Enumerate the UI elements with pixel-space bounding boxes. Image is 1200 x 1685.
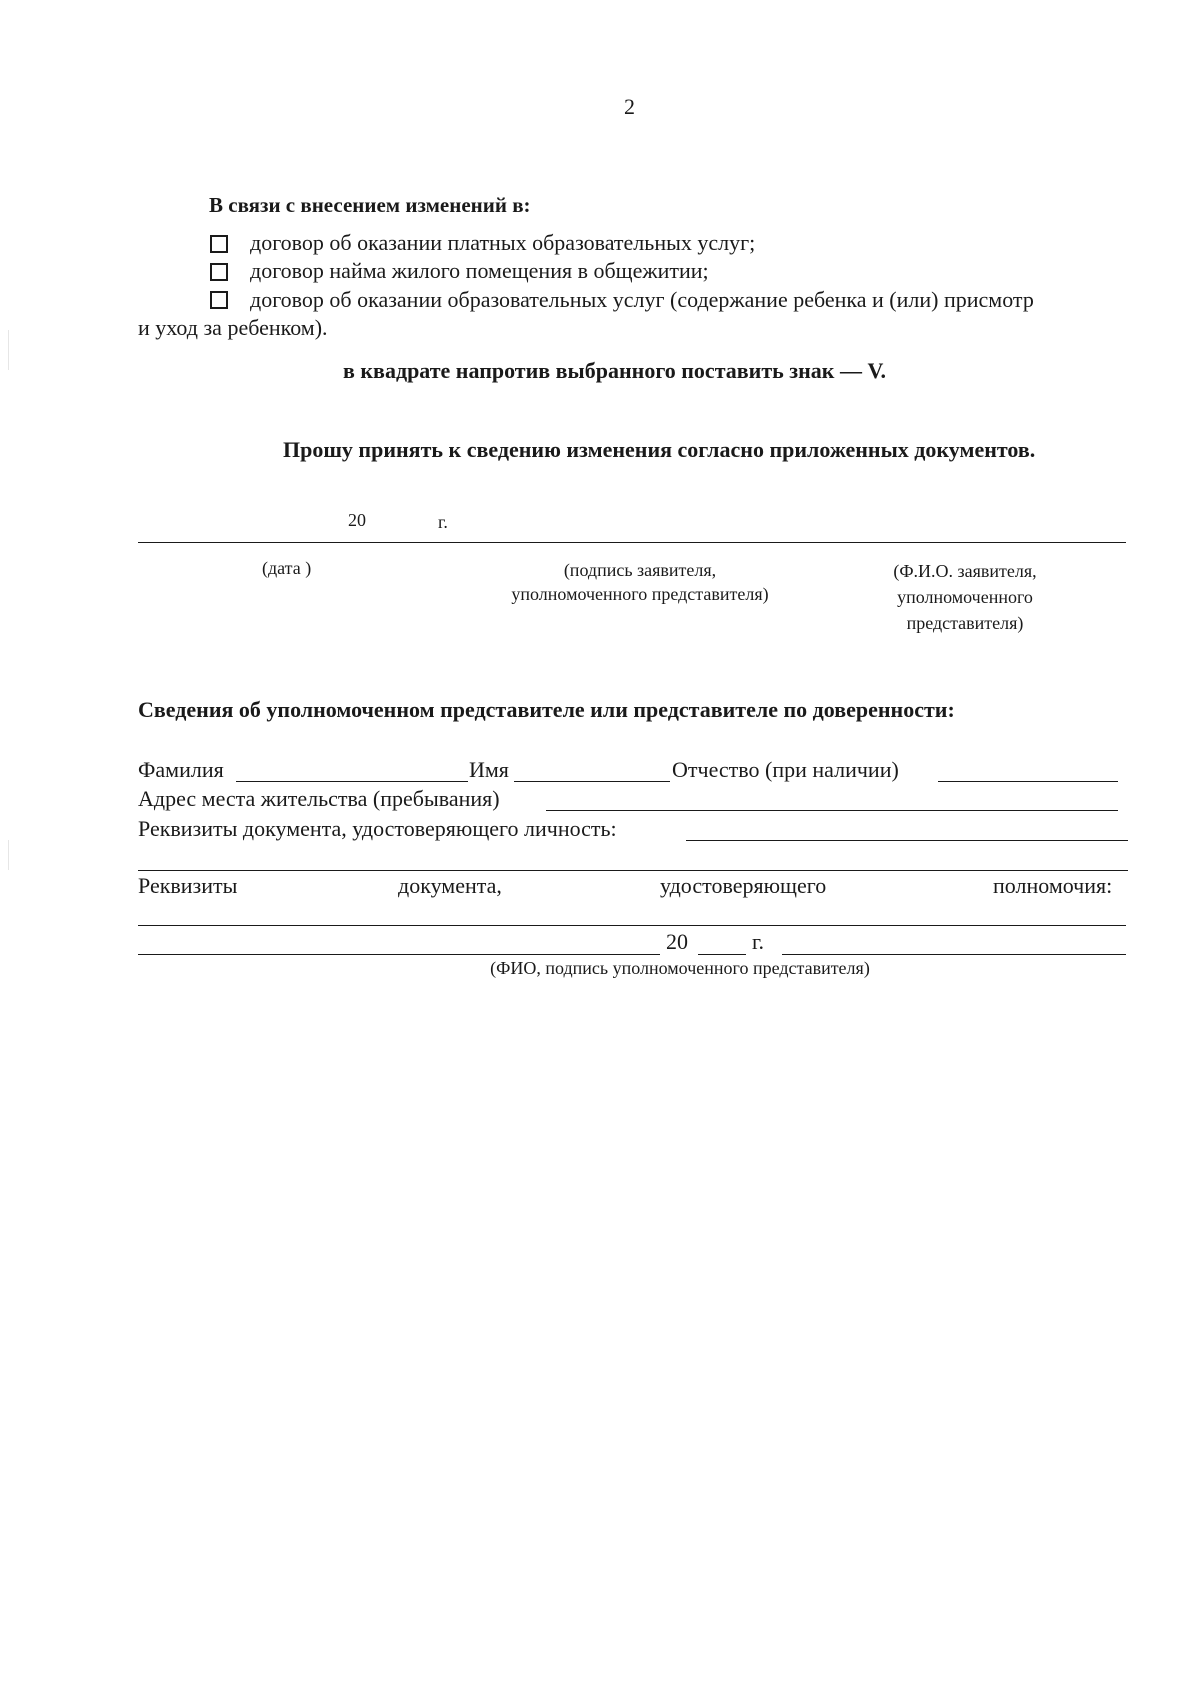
fio-caption-line: уполномоченного bbox=[897, 587, 1033, 607]
id-document-field[interactable] bbox=[686, 840, 1128, 841]
authority-word: полномочия: bbox=[993, 873, 1113, 898]
authority-word: документа, bbox=[398, 873, 502, 898]
signature-line[interactable] bbox=[138, 542, 1126, 543]
representative-fio-signature-field[interactable] bbox=[138, 954, 660, 955]
checkbox-child-care[interactable] bbox=[210, 291, 228, 309]
fio-caption-line: (Ф.И.О. заявителя, bbox=[893, 561, 1037, 581]
address-field[interactable] bbox=[546, 810, 1118, 811]
representative-heading: Сведения об уполномоченном представителе или представителе по доверенности: bbox=[138, 697, 955, 722]
representative-signature-caption: (ФИО, подпись уполномоченного представителя) bbox=[490, 958, 870, 978]
id-document-field-continuation[interactable] bbox=[138, 870, 1128, 871]
year-suffix: г. bbox=[752, 929, 765, 954]
page-number: 2 bbox=[624, 94, 635, 119]
option-label-child-care: договор об оказании образовательных услуг (содержание ребенка и (или) присмотр bbox=[250, 287, 1034, 312]
year-field[interactable] bbox=[698, 954, 746, 955]
representative-date-field[interactable] bbox=[782, 954, 1126, 955]
authority-word: удостоверяющего bbox=[660, 873, 827, 898]
year-suffix: г. bbox=[438, 512, 448, 532]
surname-field[interactable] bbox=[236, 781, 468, 782]
name-label: Имя bbox=[469, 757, 509, 782]
address-label: Адрес места жительства (пребывания) bbox=[138, 786, 500, 811]
signature-caption bbox=[470, 558, 810, 606]
year-prefix: 20 bbox=[348, 510, 366, 530]
section-heading: В связи с внесением изменений в: bbox=[209, 193, 531, 217]
authority-word: Реквизиты bbox=[138, 873, 238, 898]
instruction-text: в квадрате напротив выбранного поставить знак — V. bbox=[343, 358, 887, 383]
authority-document-field[interactable] bbox=[138, 925, 1126, 926]
patronymic-field[interactable] bbox=[938, 781, 1118, 782]
signature-caption-line: (подпись заявителя, bbox=[563, 560, 717, 580]
scan-artifact bbox=[8, 330, 9, 370]
patronymic-label: Отчество (при наличии) bbox=[672, 757, 899, 782]
option-label-dormitory: договор найма жилого помещения в общежитии; bbox=[250, 258, 709, 283]
scan-artifact bbox=[8, 840, 9, 870]
signature-caption-line: уполномоченного представителя) bbox=[511, 584, 769, 604]
option-label-paid-education: договор об оказании платных образовательных услуг; bbox=[250, 230, 756, 255]
checkbox-dormitory[interactable] bbox=[210, 263, 228, 281]
fio-caption bbox=[860, 558, 1070, 636]
surname-label: Фамилия bbox=[138, 757, 224, 782]
name-field[interactable] bbox=[514, 781, 670, 782]
id-document-label: Реквизиты документа, удостоверяющего личность: bbox=[138, 816, 617, 841]
checkbox-paid-education[interactable] bbox=[210, 235, 228, 253]
year-prefix: 20 bbox=[666, 929, 688, 954]
request-text: Прошу принять к сведению изменения согласно приложенных документов. bbox=[283, 437, 1036, 462]
fio-caption-line: представителя) bbox=[906, 613, 1024, 633]
option-label-child-care-continuation: и уход за ребенком). bbox=[138, 315, 328, 340]
date-caption: (дата ) bbox=[262, 558, 312, 578]
